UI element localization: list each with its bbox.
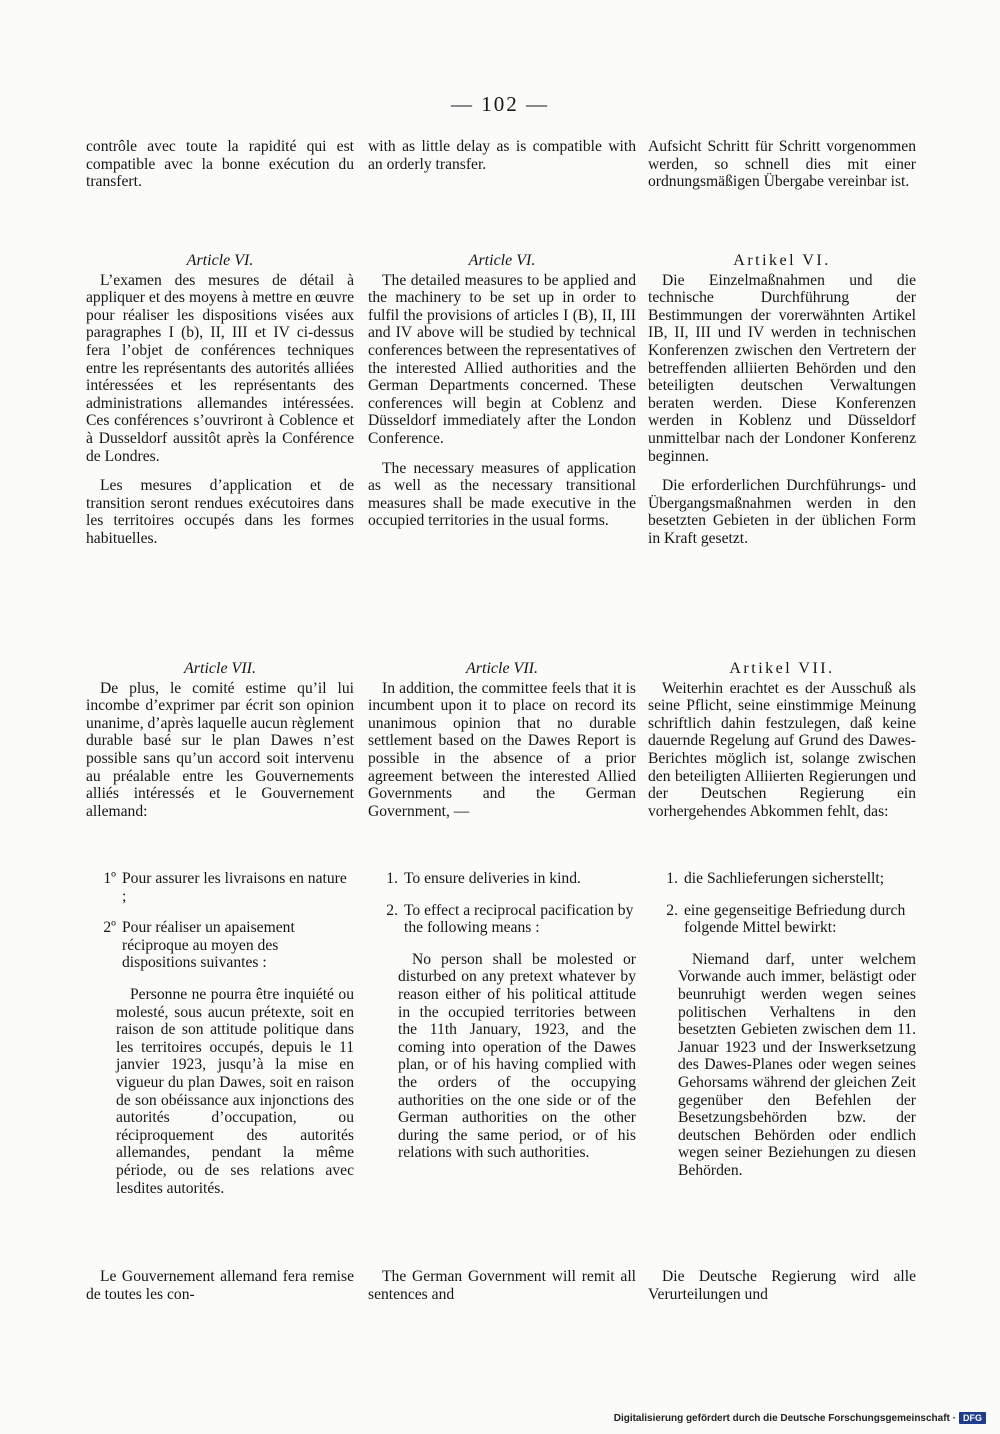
sub-paragraph: Niemand darf, unter welchem Vorwande auch immer, belästigt oder beunruhigt werden wegen seines politischen Verhaltens in den besetzten Gebieten zwischen dem 11. Januar 1923 und der Inswerksetzung des Dawes-Planes oder wegen seines Gehorsams während der gleichen Zeit gegenüber den Befehlen der Besetzungsbehörden bzw. der deutschen Behörden oder endlich wegen seiner Beziehungen zu diesen Behörden. <box>678 950 916 1179</box>
list-item-2 <box>368 902 636 937</box>
article-6-paragraph-1: L’examen des mesures de détail à appliquer et des moyens à mettre en œuvre pour réaliser les dispositions visées aux paragraphes I (b), II, III et IV ci-dessus fera l’objet de conférences techniques entre les représentants des autorités alliées intéressées et les représentants des administrations allemandes intéressées. Ces conférences s’ouvriront à Coblence et à Dusseldorf aussitôt après la Conférence de Londres. <box>86 271 354 465</box>
article-7-paragraph-1: De plus, le comité estime qu’il lui incombe d’exprimer par écrit son opinion unanime, d’après laquelle aucun règlement durable basé sur le plan Dawes n’est possible sans qu’un accord soit intervenu au préalable entre les Gouvernements alliés intéressés et le Gouvernement allemand: <box>86 679 355 820</box>
closing-paragraph: The German Government will remit all sentences and <box>368 1268 636 1303</box>
intro-paragraph: contrôle avec toute la rapidité qui est compatible avec la bonne exécution du transfert. <box>86 138 354 191</box>
article-6-heading: Article VI. <box>468 252 536 269</box>
list-number: 2. <box>386 901 398 919</box>
list-text: die Sachlieferungen sicherstellt; <box>684 870 885 887</box>
article-6-paragraph-1: The detailed measures to be applied and the machinery to be set up in order to fulfil the provisions of articles I (B), II, III and IV above will be studied by technical conferences between the representatives of the interested Allied authorities and the German Departments concerned. These conferences will begin at Coblenz and Düsseldorf immediately after the London Conference. <box>368 271 636 447</box>
digitization-footer <box>614 1412 986 1424</box>
article-7-heading: Artikel VII. <box>729 660 835 677</box>
article-7-paragraph-1: Weiterhin erachtet es der Ausschuß als seine Pflicht, seine einstimmige Meinung schriftlich dahin festzulegen, daß keine dauernde Regelung auf Grund des Dawes-Berichtes möglich ist, solange zwischen den beteiligten Alliierten Regierungen und der Deutschen Regierung ein vorhergehendes Abkommen fehlt, das: <box>648 679 916 820</box>
list-number: 1. <box>666 870 678 887</box>
page-number: — 102 — <box>451 92 549 116</box>
dfg-logo-icon: DFG <box>959 1412 986 1424</box>
list-item-1 <box>368 870 636 888</box>
article-6-paragraph-2: Die erforderlichen Durchführungs- und Übergangsmaßnahmen werden in den besetzten Gebieten in der üblichen Form in Kraft gesetzt. <box>648 477 916 547</box>
sub-paragraph: Personne ne pourra être inquiété ou molesté, sous aucun prétexte, soit en raison de son attitude politique dans les territoires occupés, depuis le 11 janvier 1923, jusqu’à la mise en vigueur du plan Dawes, soit en raison de son obéissance aux injonctions des autorités d’occupation, ou réciproquement des autorités allemandes, pendant la même période, ou de ses relations avec lesdites autorités. <box>116 985 354 1197</box>
closing-paragraph: Le Gouvernement allemand fera remise de toutes les con- <box>86 1268 354 1303</box>
list-text: eine gegenseitige Befriedung durch folgende Mittel bewirkt: <box>684 901 906 937</box>
list-number: 2. <box>666 901 678 919</box>
list-text: Pour assurer les livraisons en nature ; <box>122 870 347 905</box>
list-item-2 <box>86 919 354 972</box>
list-number: 2º <box>103 919 116 937</box>
article-6-heading: Artikel VI. <box>733 252 831 269</box>
list-item-1 <box>648 870 916 888</box>
article-6-heading: Article VI. <box>186 252 254 269</box>
list-text: To ensure deliveries in kind. <box>404 870 581 887</box>
article-6-paragraph-1: Die Einzelmaßnahmen und die technische Durchführung der Bestimmungen der vorerwähnten Artikel IB, II, III und IV werden in technischen Konferenzen zwischen den Vertretern der betreffenden alliierten Behörden und den beteiligten deutschen Verwaltungen beraten werden. Diese Konferenzen werden in Koblenz und Düsseldorf unmittelbar nach der Londoner Konferenz beginnen. <box>648 271 916 465</box>
article-7-paragraph-1: In addition, the committee feels that it is incumbent upon it to place on record its unanimous opinion that no durable settlement based on the Dawes Report is possible in the absence of a prior agreement between the interested Allied Governments and the German Government, — <box>368 679 636 820</box>
intro-paragraph: with as little delay as is compatible with an orderly transfer. <box>368 138 636 173</box>
list-item-1 <box>86 870 354 905</box>
list-item-2 <box>648 902 916 937</box>
article-6-paragraph-2: Les mesures d’application et de transition seront rendues exécutoires dans les territoires occupés dans les formes habituelles. <box>86 477 354 547</box>
list-number: 1º <box>103 870 116 887</box>
list-text: Pour réaliser un apaisement réciproque au moyen des dispositions suivantes : <box>122 919 295 972</box>
article-7-heading: Article VII. <box>184 660 256 677</box>
article-6-paragraph-2: The necessary measures of application as well as the necessary transitional measures shall be made executive in the occupied territories in the usual forms. <box>368 459 636 530</box>
sub-paragraph: No person shall be molested or disturbed on any pretext whatever by reason either of his political attitude in the occupied territories between the 11th January, 1923, and the coming into operation of the Dawes plan, or of his having complied with the orders of the occupying authorities on the one side or of the German authorities on the other during the same period, or of his relations with such authorities. <box>398 950 636 1162</box>
closing-paragraph: Die Deutsche Regierung wird alle Verurteilungen und <box>648 1268 916 1303</box>
list-text: To effect a reciprocal pacification by the following means : <box>404 901 634 937</box>
list-number: 1. <box>386 870 398 887</box>
intro-paragraph: Aufsicht Schritt für Schritt vorgenommen werden, so schnell dies mit einer ordnungsmäßigen Übergabe vereinbar ist. <box>648 138 916 191</box>
footer-text: Digitalisierung gefördert durch die Deutsche Forschungsgemeinschaft · <box>613 1412 956 1424</box>
article-7-heading: Article VII. <box>466 660 538 677</box>
